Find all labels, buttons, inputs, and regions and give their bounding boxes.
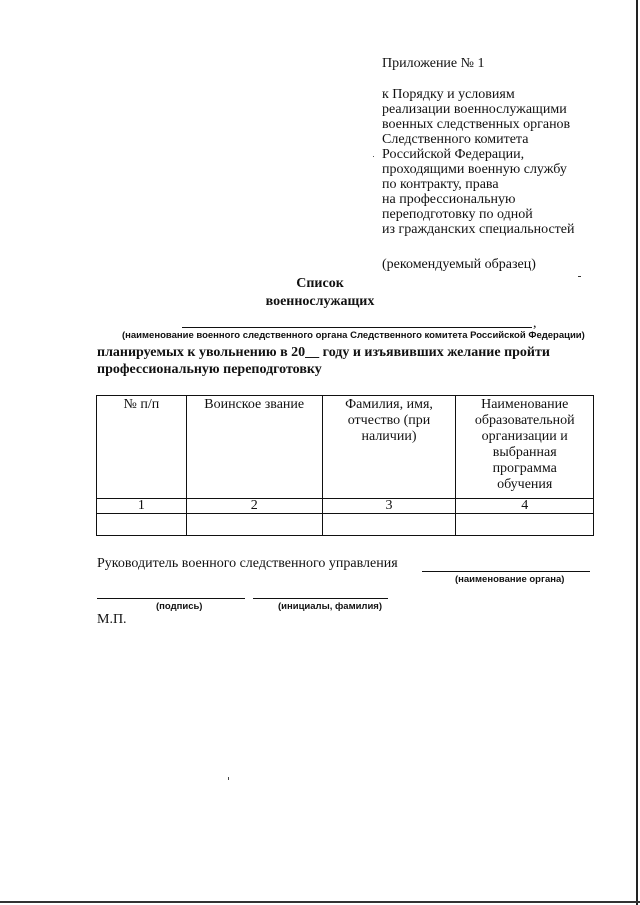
header-cell-rank bbox=[186, 396, 322, 499]
header-text: организации и bbox=[481, 429, 568, 444]
header-text: № п/п bbox=[123, 397, 160, 412]
appendix-line: к Порядку и условиям bbox=[382, 87, 515, 102]
scan-speck bbox=[228, 777, 229, 780]
servicemen-table bbox=[96, 395, 594, 536]
sample-note: (рекомендуемый образец) bbox=[382, 257, 536, 272]
table-header-row bbox=[97, 396, 594, 499]
appendix-block bbox=[382, 56, 622, 272]
table-column-number-row bbox=[97, 499, 594, 514]
appendix-number: Приложение № 1 bbox=[382, 56, 485, 71]
head-org-field-line bbox=[422, 571, 590, 572]
table-cell bbox=[322, 514, 456, 536]
signature-field-line bbox=[97, 598, 245, 599]
name-field-line bbox=[253, 598, 388, 599]
planned-dismissal-text bbox=[97, 344, 595, 378]
org-name-caption: (наименование военного следственного органа Следственного комитета Российской Федерации) bbox=[122, 330, 585, 341]
document-subtitle: военнослужащих bbox=[265, 294, 375, 309]
appendix-line: реализации военнослужащими bbox=[382, 102, 567, 117]
table-row bbox=[97, 514, 594, 536]
table-cell bbox=[97, 514, 187, 536]
header-text: программа bbox=[492, 461, 557, 476]
column-number-cell: 1 bbox=[97, 499, 187, 514]
scan-speck bbox=[373, 156, 374, 157]
appendix-line: переподготовку по одной bbox=[382, 207, 533, 222]
stamp-place-label: М.П. bbox=[97, 612, 127, 627]
name-caption: (инициалы, фамилия) bbox=[278, 601, 383, 612]
appendix-line: из гражданских специальностей bbox=[382, 222, 575, 237]
header-text: наличии) bbox=[361, 429, 417, 444]
column-number-cell: 3 bbox=[322, 499, 456, 514]
org-name-field-line bbox=[182, 327, 532, 328]
column-number-cell: 2 bbox=[186, 499, 322, 514]
org-name-comma: , bbox=[533, 316, 537, 331]
appendix-line: военных следственных органов bbox=[382, 117, 571, 132]
column-number-cell: 4 bbox=[456, 499, 594, 514]
planned-line: профессиональную переподготовку bbox=[97, 362, 322, 377]
table-cell bbox=[186, 514, 322, 536]
header-text: Воинское звание bbox=[204, 397, 305, 412]
appendix-line: на профессиональную bbox=[382, 192, 516, 207]
header-cell-number bbox=[97, 396, 187, 499]
head-org-caption: (наименование органа) bbox=[455, 574, 565, 585]
appendix-line: по контракту, права bbox=[382, 177, 499, 192]
document-title: Список bbox=[296, 276, 344, 291]
table-cell bbox=[456, 514, 594, 536]
page-edge-right bbox=[636, 0, 638, 905]
appendix-line: проходящими военную службу bbox=[382, 162, 567, 177]
header-text: образовательной bbox=[474, 413, 575, 428]
appendix-line: Следственного комитета bbox=[382, 132, 529, 147]
header-text: обучения bbox=[497, 477, 553, 492]
header-text: Фамилия, имя, bbox=[345, 397, 433, 412]
signature-caption: (подпись) bbox=[156, 601, 203, 612]
header-cell-education bbox=[456, 396, 594, 499]
header-text: выбранная bbox=[492, 445, 557, 460]
header-cell-fullname bbox=[322, 396, 456, 499]
planned-line: планируемых к увольнению в 20__ году и изъявивших желание пройти bbox=[97, 345, 550, 360]
appendix-line: Российской Федерации, bbox=[382, 147, 525, 162]
header-text: Наименование bbox=[481, 397, 569, 412]
page-edge-bottom bbox=[0, 901, 640, 903]
head-signature-label: Руководитель военного следственного управления bbox=[97, 556, 398, 571]
header-text: отчество (при bbox=[347, 413, 431, 428]
